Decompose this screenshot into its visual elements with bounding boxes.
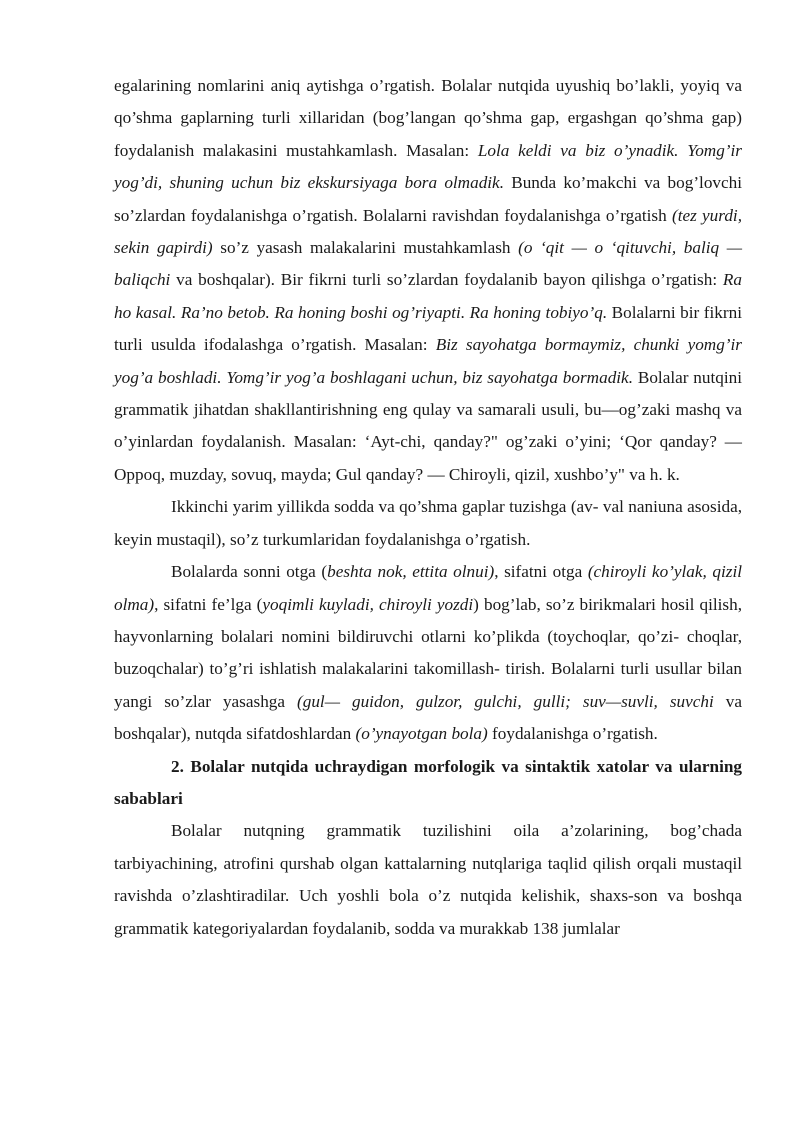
italic-text-run: beshta nok, ettita olnui) bbox=[327, 562, 495, 582]
text-run: Bolalarni bir fikrni turli usulda ifodalashga o’rgatish. Masalan: bbox=[114, 302, 742, 355]
italic-text-run: Biz sayohatga bormaymiz, chunki yomg’ir yog’a boshladi. Yomg’ir yog’a boshlagani uchun, biz sayohatga bormadik. bbox=[114, 335, 742, 387]
paragraph-3 bbox=[114, 556, 742, 750]
italic-text-run: Lola keldi va biz o’ynadik. Yomg’ir yog’di, shuning uchun biz ekskursiyaga bora olmadik. bbox=[114, 140, 742, 193]
text-run: foydalanishga o’rgatish. bbox=[487, 724, 658, 744]
italic-text-run: Ra ho kasal. Ra’no betob. Ra honing boshi og’riyapti. Ra honing tobiyo’q. bbox=[114, 270, 742, 322]
text-run: Bolalar nutqning grammatik tuzilishini oila a’zolarining, bog’chada tarbiyachining, atrofini qurshab olgan kattalarning nutqlariga taqlid qilish orqali mustaqil ravishda o’zlashtiradilar. Uch yoshli bola o’z nutqida kelishik, shaxs-son va boshqa grammatik kategoriyalardan foydalanib, sodda va murakkab 138 jumlalar bbox=[114, 821, 742, 938]
text-run: va boshqalar). Bir fikrni turli so’zlardan foydalanib bayon qilishga o’rgatish: bbox=[170, 270, 723, 290]
section-heading bbox=[114, 751, 742, 816]
text-run: va boshqalar), nutqda sifatdoshlardan bbox=[114, 691, 742, 744]
text-run: Ikkinchi yarim yillikda sodda va qo’shma gaplar tuzishga (av- val naniuna asosida, keyin mustaqil), so’z turkumlaridan foydalanishga o’rgatish. bbox=[114, 497, 742, 549]
paragraph-2 bbox=[114, 491, 742, 556]
text-run: 2. Bolalar nutqida uchraydigan morfologik va sintaktik xatolar va ularning sabablari bbox=[114, 756, 742, 808]
text-run: Bolalar nutqini grammatik jihatdan shakllantirishning eng qulay va samarali usuli, bu—og’zaki mashq va o’yinlardan foydalanish. Masalan: ‘Ayt-chi, qanday?" og’zaki o’yini; ‘Qor qanday? — Oppoq, muzday, sovuq, mayda; Gul qanday? — Chiroyli, qizil, xushbo’y" va h. k. bbox=[114, 367, 743, 484]
text-run: Bunda ko’makchi va bog’lovchi so’zlardan foydalanishga o’rgatish. Bolalarni ravishdan foydalanishga o’rgatish bbox=[114, 173, 743, 225]
italic-text-run: yoqimli kuyladi, chiroyli yozdi bbox=[262, 594, 474, 614]
text-run: egalarining nomlarini aniq aytishga o’rgatish. Bolalar nutqida uyushiq bo’lakli, yoyiq va qo’shma gaplarning turli xillaridan (bog’langan qo’shma gap, ergashgan qo’shma gap) foydalanish malakasini mustahkamlash. Masalan: bbox=[114, 76, 742, 160]
text-run: , sifatni fe’lga ( bbox=[154, 594, 263, 614]
italic-text-run: (o ‘qit — o ‘qituvchi, baliq — baliqchi bbox=[114, 238, 743, 290]
italic-text-run: (tez yurdi, sekin gapirdi) bbox=[114, 205, 742, 258]
italic-text-run: (o’ynayotgan bola) bbox=[355, 724, 488, 744]
text-run: , sifatni otga bbox=[494, 562, 588, 582]
text-run: ) bog’lab, so’z birikmalari hosil qilish, hayvonlarning bolalari nomini bildiruvchi otlarni ko’plikda (toychoqlar, qo’zi- choqlar, buzoqchalar) to’g’ri ishlatish malakalarini takomillash- tirish. Bolalarni turli usullar bilan yangi so’zlar yasashga bbox=[114, 594, 742, 711]
text-run: Bolalarda sonni otga ( bbox=[171, 562, 328, 582]
paragraph-1 bbox=[114, 70, 742, 491]
italic-text-run: (chiroyli ko’ylak, qizil olma) bbox=[114, 562, 742, 614]
paragraph-4 bbox=[114, 815, 742, 945]
text-run: so’z yasash malakalarini mustahkamlash bbox=[212, 238, 519, 258]
italic-text-run: (gul— guidon, gulzor, gulchi, gulli; suv—suvli, suvchi bbox=[297, 691, 714, 711]
document-page bbox=[114, 70, 742, 945]
